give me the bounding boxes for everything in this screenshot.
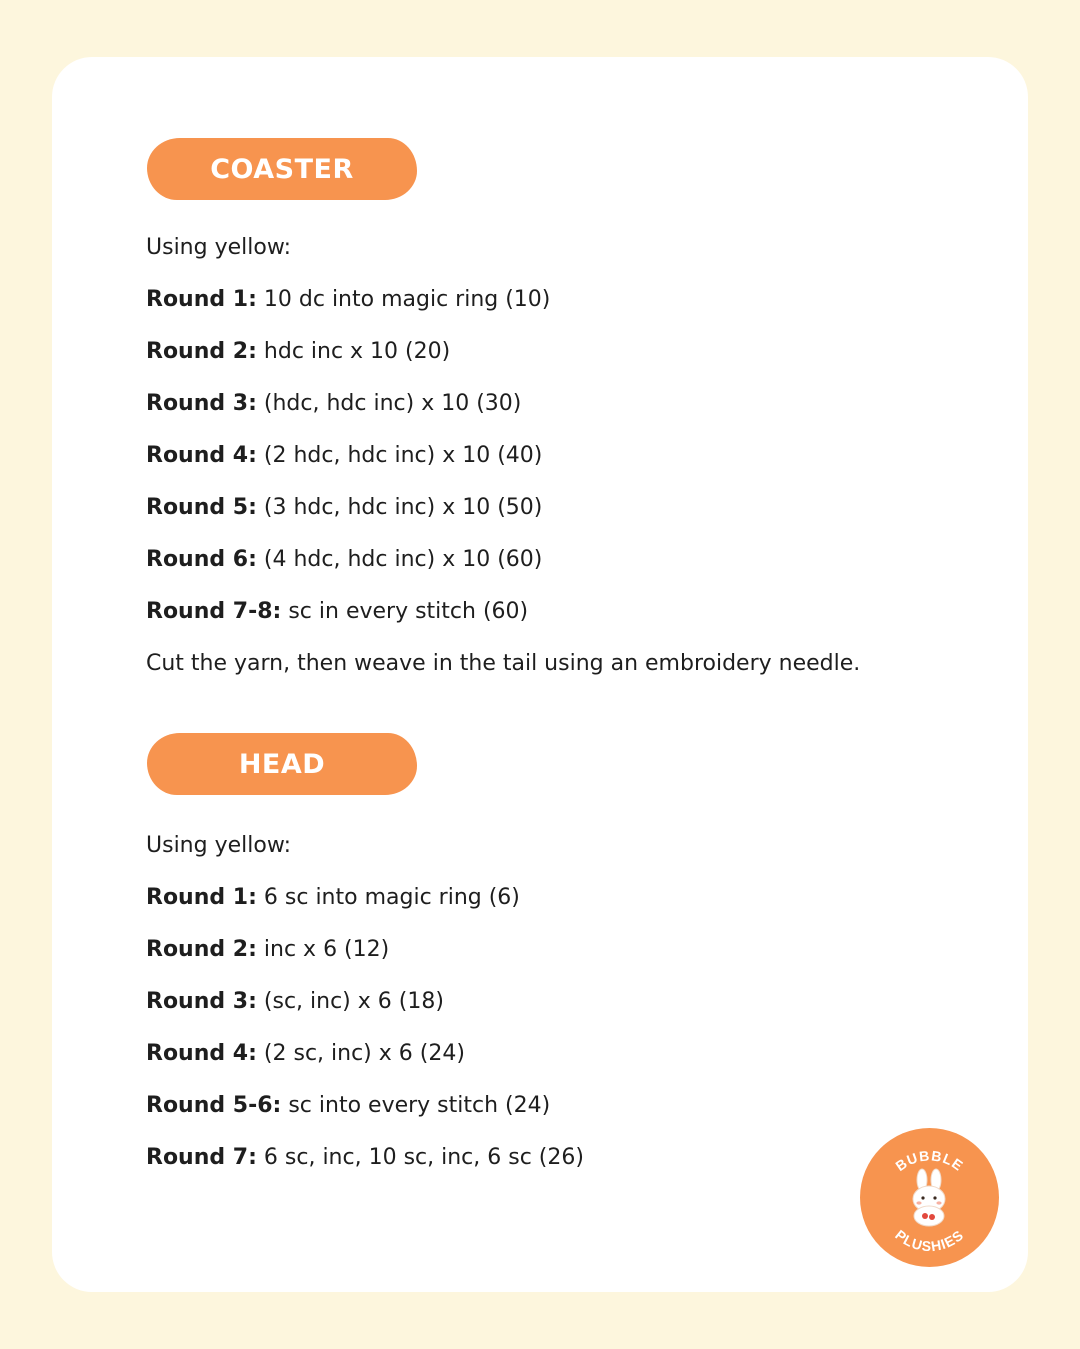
round-line <box>146 540 860 592</box>
bubble-plushies-logo <box>860 1128 999 1267</box>
round-line <box>146 1086 584 1138</box>
logo-bottom-text: PLUSHIES <box>892 1226 967 1255</box>
round-label: Round 2: <box>146 339 257 364</box>
round-label: Round 7: <box>146 1145 257 1170</box>
round-line <box>146 332 860 384</box>
round-label: Round 6: <box>146 547 257 572</box>
round-line <box>146 436 860 488</box>
round-text: 6 sc into magic ring (6) <box>263 885 520 910</box>
round-line <box>146 1034 584 1086</box>
round-label: Round 5-6: <box>146 1093 282 1118</box>
round-line <box>146 280 860 332</box>
svg-text:PLUSHIES <box>892 1227 967 1255</box>
coaster-instructions <box>146 228 860 696</box>
intro-line: Using yellow: <box>146 833 292 858</box>
round-line <box>146 930 584 982</box>
round-text: (4 hdc, hdc inc) x 10 (60) <box>263 547 543 572</box>
logo-top-text: BUBBLE <box>892 1147 967 1175</box>
round-text: (hdc, hdc inc) x 10 (30) <box>263 391 522 416</box>
section-header-coaster <box>147 138 417 200</box>
round-text: (2 hdc, hdc inc) x 10 (40) <box>263 443 543 468</box>
round-label: Round 3: <box>146 391 257 416</box>
section-title: HEAD <box>238 748 326 780</box>
round-text: sc in every stitch (60) <box>288 599 529 624</box>
section-header-head <box>147 733 417 795</box>
round-label: Round 4: <box>146 443 257 468</box>
intro-line: Using yellow: <box>146 235 292 260</box>
round-label: Round 1: <box>146 885 257 910</box>
round-text: (3 hdc, hdc inc) x 10 (50) <box>263 495 543 520</box>
round-line <box>146 878 584 930</box>
outro-line: Cut the yarn, then weave in the tail using an embroidery needle. <box>146 651 861 676</box>
round-label: Round 7-8: <box>146 599 282 624</box>
round-line <box>146 592 860 644</box>
round-text: hdc inc x 10 (20) <box>263 339 451 364</box>
round-label: Round 1: <box>146 287 257 312</box>
round-text: 6 sc, inc, 10 sc, inc, 6 sc (26) <box>263 1145 584 1170</box>
round-text: 10 dc into magic ring (10) <box>263 287 551 312</box>
round-line <box>146 1138 584 1190</box>
bunny-icon <box>913 1169 945 1226</box>
round-text: (sc, inc) x 6 (18) <box>263 989 444 1014</box>
round-line <box>146 982 584 1034</box>
pattern-card <box>52 57 1028 1292</box>
head-instructions <box>146 826 584 1190</box>
round-label: Round 5: <box>146 495 257 520</box>
round-text: sc into every stitch (24) <box>288 1093 551 1118</box>
round-line <box>146 384 860 436</box>
round-line <box>146 488 860 540</box>
svg-text:BUBBLE <box>892 1147 966 1174</box>
round-text: (2 sc, inc) x 6 (24) <box>263 1041 465 1066</box>
section-title: COASTER <box>210 153 354 185</box>
round-label: Round 3: <box>146 989 257 1014</box>
round-label: Round 2: <box>146 937 257 962</box>
round-text: inc x 6 (12) <box>263 937 390 962</box>
round-label: Round 4: <box>146 1041 257 1066</box>
